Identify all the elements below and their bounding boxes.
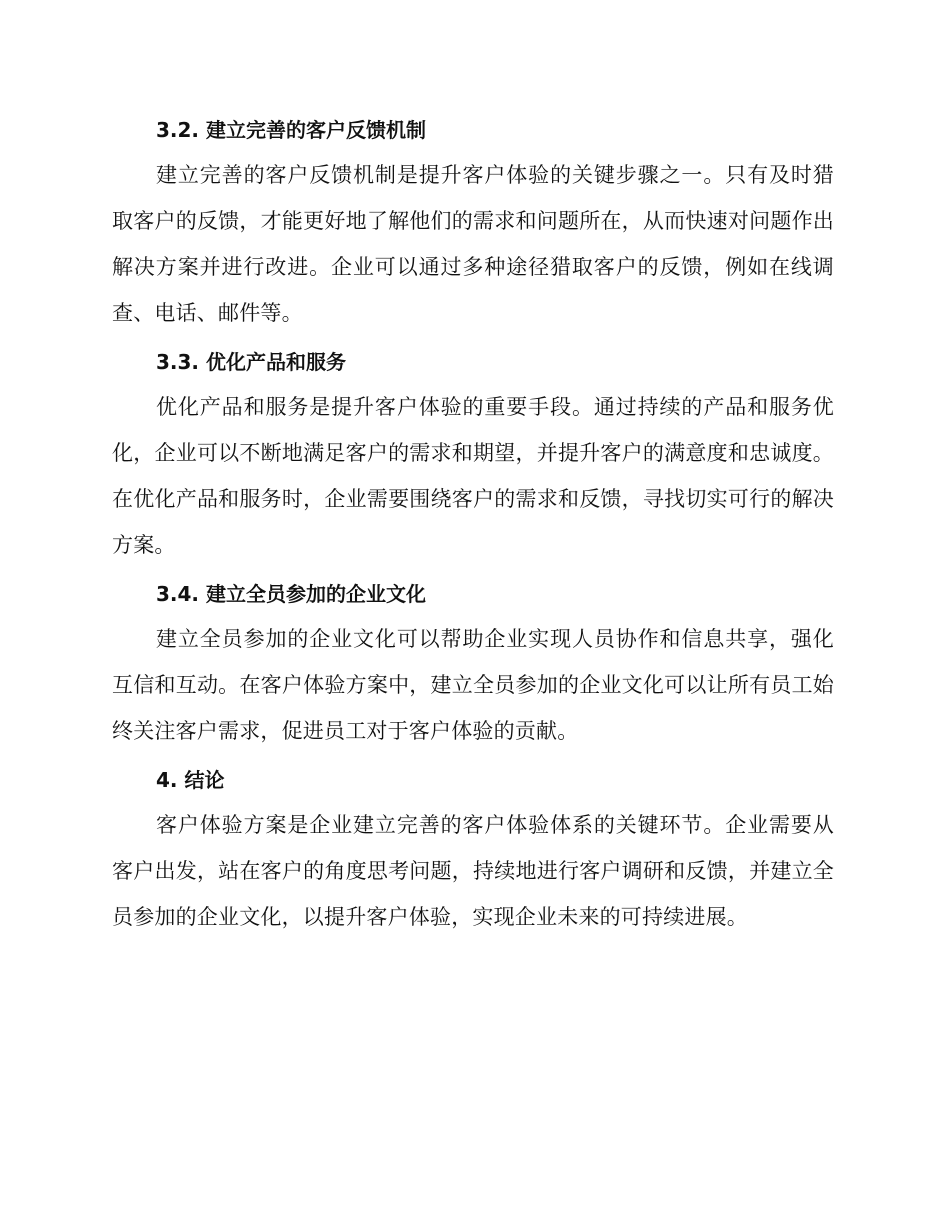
section-body-3-2: 建立完善的客户反馈机制是提升客户体验的关键步骤之一。只有及时猎取客户的反馈，才能更好地了解他们的需求和问题所在，从而快速对问题作出解决方案并进行改进。企业可以通过多种途径猎取客户的反馈，例如在线调查、电话、邮件等。 [112,163,834,325]
section-heading-3-2: 3.2. 建立完善的客户反馈机制 [156,118,426,142]
section-heading-4: 4. 结论 [156,768,225,792]
section-heading-3-3: 3.3. 优化产品和服务 [156,350,346,374]
section-body-3-3: 优化产品和服务是提升客户体验的重要手段。通过持续的产品和服务优化，企业可以不断地满足客户的需求和期望，并提升客户的满意度和忠诚度。在优化产品和服务时，企业需要围绕客户的需求和反馈，寻找切实可行的解决方案。 [112,395,834,557]
document-page [112,108,834,944]
section-body-4: 客户体验方案是企业建立完善的客户体验体系的关键环节。企业需要从客户出发，站在客户的角度思考问题，持续地进行客户调研和反馈，并建立全员参加的企业文化，以提升客户体验，实现企业未来的可持续进展。 [112,813,834,929]
section-body-3-4: 建立全员参加的企业文化可以帮助企业实现人员协作和信息共享，强化互信和互动。在客户体验方案中，建立全员参加的企业文化可以让所有员工始终关注客户需求，促进员工对于客户体验的贡献。 [112,627,834,743]
section-heading-3-4: 3.4. 建立全员参加的企业文化 [156,582,426,606]
